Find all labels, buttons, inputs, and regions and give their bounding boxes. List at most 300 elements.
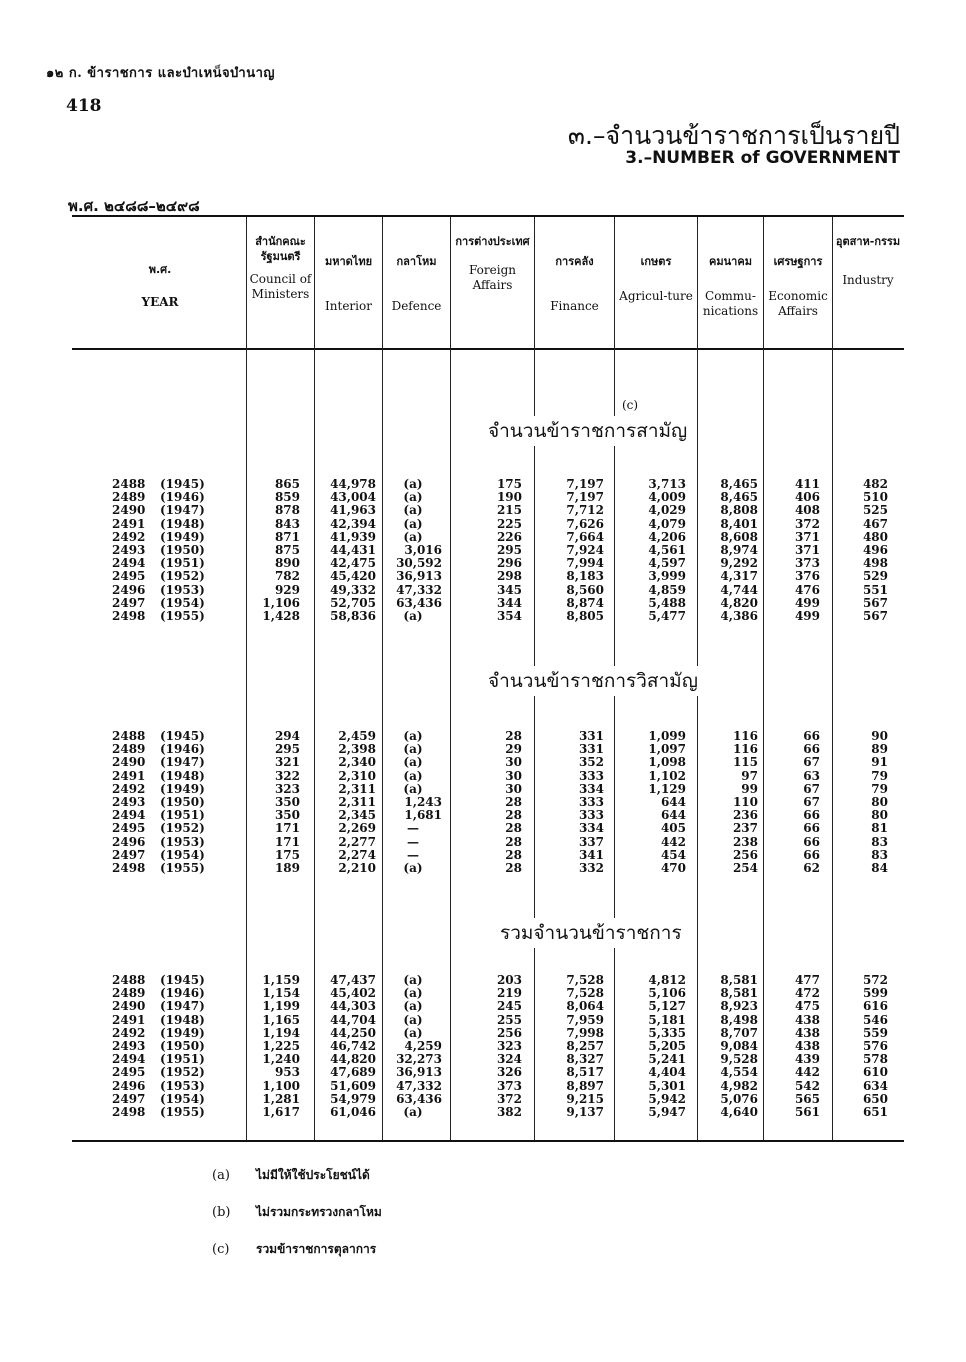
cell-value: 7,528 [566, 973, 604, 987]
cell-year-be: 2495 [112, 569, 146, 584]
cell-value: 480 [862, 529, 888, 544]
cell-value: 54,979 [330, 1091, 376, 1106]
cell-value: 44,820 [330, 1052, 376, 1067]
cell-value: 382 [496, 1105, 522, 1119]
cell-value: 7,197 [566, 490, 604, 505]
cell-value: 350 [274, 808, 300, 823]
cell-year-ad: (1950) [160, 543, 205, 557]
cell-value: 110 [732, 795, 758, 809]
cell-value: 295 [496, 543, 522, 557]
table-row [0, 1080, 966, 1093]
cell-year-ad: (1953) [160, 834, 205, 849]
cell-value: 45,402 [330, 986, 376, 1001]
cell-value: 30 [505, 781, 522, 796]
cell-value: 610 [862, 1065, 888, 1080]
cell-year-ad: (1947) [160, 755, 205, 770]
cell-value: 175 [496, 477, 522, 491]
table-row [0, 809, 966, 822]
section-title-total: รวมจำนวนข้าราชการ [496, 918, 686, 948]
cell-value: 4,597 [648, 556, 686, 571]
cell-value: 28 [505, 821, 522, 836]
cell-value: 296 [496, 556, 522, 571]
cell-value: 4,317 [720, 569, 758, 584]
cell-value: 8,465 [720, 490, 758, 505]
cell-year-ad: (1948) [160, 516, 205, 531]
cell-value: 8,974 [720, 543, 758, 557]
cell-value: 4,640 [720, 1105, 758, 1119]
cell-year-be: 2489 [112, 490, 146, 505]
cell-value: 2,459 [338, 729, 376, 743]
cell-value: 634 [862, 1078, 888, 1093]
cell-year-ad: (1948) [160, 1012, 205, 1027]
cell-value: 5,488 [648, 595, 686, 610]
cell-value: 4,009 [648, 490, 686, 505]
cell-value: 2,277 [338, 834, 376, 849]
cell-year-ad: (1945) [160, 477, 205, 491]
header-agriculture-thai: เกษตร [640, 255, 672, 268]
table-row [0, 504, 966, 517]
cell-value: 561 [794, 1105, 820, 1119]
cell-value: 322 [274, 768, 300, 783]
cell-year-be: 2488 [112, 729, 146, 743]
cell-value: 47,689 [330, 1065, 376, 1080]
cell-value: 99 [741, 781, 758, 796]
header-foreign-affairs [451, 234, 534, 293]
cell-value: 9,215 [566, 1091, 604, 1106]
cell-value: 9,084 [720, 1039, 758, 1053]
cell-value: 203 [496, 973, 522, 987]
cell-value: 28 [505, 847, 522, 862]
table-row [0, 1040, 966, 1053]
cell-value: 616 [862, 999, 888, 1014]
running-head: ๑๒ ก. ข้าราชการ และบำเหน็จบำนาญ [46, 66, 275, 81]
cell-value: 63 [803, 768, 820, 783]
cell-value: (a) [403, 755, 423, 770]
table-row [0, 836, 966, 849]
cell-value: 36,913 [396, 569, 442, 584]
cell-value: 510 [862, 490, 888, 505]
cell-value: 4,820 [720, 595, 758, 610]
cell-value: 7,924 [566, 543, 604, 557]
cell-value: 81 [871, 821, 888, 836]
cell-value: — [407, 834, 419, 849]
table-row [0, 1066, 966, 1079]
cell-value: (a) [403, 1025, 423, 1040]
cell-value: 1,100 [262, 1078, 300, 1093]
cell-value: 5,301 [648, 1078, 686, 1093]
cell-year-ad: (1954) [160, 1091, 205, 1106]
cell-value: 344 [496, 595, 522, 610]
table-row [0, 783, 966, 796]
cell-value: 644 [660, 795, 686, 809]
cell-value: 66 [803, 729, 820, 743]
cell-value: 80 [871, 795, 888, 809]
cell-year-be: 2497 [112, 847, 146, 862]
cell-value: 298 [496, 569, 522, 584]
cell-value: 8,327 [566, 1052, 604, 1067]
cell-value: 7,959 [566, 1012, 604, 1027]
cell-value: 63,436 [396, 595, 442, 610]
cell-value: 482 [862, 477, 888, 491]
cell-value: 32,273 [396, 1052, 442, 1067]
section-note: (c) [622, 398, 639, 412]
cell-value: 5,241 [648, 1052, 686, 1067]
cell-value: (a) [403, 477, 423, 491]
cell-value: 1,099 [648, 729, 686, 743]
cell-value: 43,004 [330, 490, 376, 505]
cell-value: 371 [794, 529, 820, 544]
cell-year-be: 2494 [112, 1052, 146, 1067]
cell-value: 8,923 [720, 999, 758, 1014]
cell-value: 47,332 [396, 1078, 442, 1093]
cell-value: 476 [794, 582, 820, 597]
cell-value: 525 [862, 503, 888, 518]
cell-value: 8,465 [720, 477, 758, 491]
cell-value: 189 [274, 861, 300, 875]
cell-year-ad: (1951) [160, 1052, 205, 1067]
cell-value: 2,311 [338, 795, 376, 809]
footnote-b [212, 1203, 382, 1222]
table-row [0, 597, 966, 610]
header-finance-english: Finance [550, 299, 599, 313]
cell-year-ad: (1949) [160, 529, 205, 544]
cell-value: (a) [403, 781, 423, 796]
cell-value: 1,681 [404, 808, 442, 823]
table-row [0, 557, 966, 570]
cell-value: 529 [862, 569, 888, 584]
cell-year-be: 2496 [112, 582, 146, 597]
footnote-a [212, 1166, 370, 1185]
cell-value: 44,250 [330, 1025, 376, 1040]
cell-value: 576 [862, 1039, 888, 1053]
cell-value: 5,942 [648, 1091, 686, 1106]
cell-value: 324 [496, 1052, 522, 1067]
cell-value: 372 [794, 516, 820, 531]
cell-value: 46,742 [330, 1039, 376, 1053]
cell-year-ad: (1954) [160, 595, 205, 610]
table-row [0, 1093, 966, 1106]
cell-value: 559 [862, 1025, 888, 1040]
footnote-text: ไม่รวมกระทรวงกลาโหม [256, 1205, 382, 1219]
cell-value: 3,999 [648, 569, 686, 584]
cell-value: 89 [871, 742, 888, 757]
cell-year-ad: (1952) [160, 821, 205, 836]
cell-year-be: 2490 [112, 755, 146, 770]
table-row [0, 796, 966, 809]
cell-value: 1,199 [262, 999, 300, 1014]
cell-value: 373 [794, 556, 820, 571]
cell-value: 245 [496, 999, 522, 1014]
cell-value: 8,560 [566, 582, 604, 597]
cell-value: 28 [505, 861, 522, 875]
header-industry [833, 234, 903, 288]
cell-value: 475 [794, 999, 820, 1014]
cell-value: 1,243 [404, 795, 442, 809]
header-defence-english: Defence [391, 299, 442, 313]
cell-value: 5,477 [648, 609, 686, 623]
cell-value: 4,404 [648, 1065, 686, 1080]
cell-value: 90 [871, 729, 888, 743]
cell-value: 7,197 [566, 477, 604, 491]
cell-value: (a) [403, 999, 423, 1014]
cell-value: 28 [505, 795, 522, 809]
table-title-thai: ๓.–จำนวนข้าราชการเป็นรายปี [567, 121, 900, 150]
cell-value: 334 [578, 821, 604, 836]
cell-value: 42,475 [330, 556, 376, 571]
cell-value: 1,281 [262, 1091, 300, 1106]
cell-value: 467 [862, 516, 888, 531]
cell-value: 51,609 [330, 1078, 376, 1093]
cell-value: 406 [794, 490, 820, 505]
cell-value: 331 [578, 729, 604, 743]
cell-value: 1,106 [262, 595, 300, 610]
cell-value: 4,859 [648, 582, 686, 597]
cell-value: 499 [794, 609, 820, 623]
cell-value: 5,106 [648, 986, 686, 1001]
table-row [0, 849, 966, 862]
cell-value: 4,386 [720, 609, 758, 623]
cell-value: 2,345 [338, 808, 376, 823]
cell-value: 44,303 [330, 999, 376, 1014]
cell-year-be: 2492 [112, 781, 146, 796]
cell-value: 62 [803, 861, 820, 875]
cell-value: 1,428 [262, 609, 300, 623]
cell-value: (a) [403, 986, 423, 1001]
cell-value: 255 [496, 1012, 522, 1027]
cell-value: 843 [274, 516, 300, 531]
cell-year-be: 2493 [112, 1039, 146, 1053]
cell-year-be: 2498 [112, 609, 146, 623]
section-title-special: จำนวนข้าราชการวิสามัญ [484, 666, 702, 696]
page-number: 418 [66, 96, 102, 116]
cell-value: 116 [732, 742, 758, 757]
cell-value: 7,528 [566, 986, 604, 1001]
cell-year-ad: (1954) [160, 847, 205, 862]
cell-value: 2,269 [338, 821, 376, 836]
cell-value: 3,016 [404, 543, 442, 557]
cell-value: 1,098 [648, 755, 686, 770]
cell-value: 8,707 [720, 1025, 758, 1040]
cell-value: 256 [732, 847, 758, 862]
cell-value: 337 [578, 834, 604, 849]
footnote-c [212, 1240, 376, 1259]
cell-value: 171 [274, 821, 300, 836]
cell-value: 175 [274, 847, 300, 862]
cell-year-ad: (1947) [160, 999, 205, 1014]
cell-year-ad: (1952) [160, 1065, 205, 1080]
cell-year-be: 2492 [112, 1025, 146, 1040]
cell-value: (a) [403, 609, 423, 623]
cell-value: 42,394 [330, 516, 376, 531]
cell-value: 354 [496, 609, 522, 623]
cell-year-ad: (1952) [160, 569, 205, 584]
table-top-rule [72, 215, 904, 217]
cell-year-be: 2489 [112, 742, 146, 757]
cell-value: 546 [862, 1012, 888, 1027]
cell-year-be: 2495 [112, 821, 146, 836]
header-council [247, 234, 314, 302]
cell-value: 1,154 [262, 986, 300, 1001]
cell-value: 2,340 [338, 755, 376, 770]
cell-value: 5,947 [648, 1105, 686, 1119]
cell-value: 66 [803, 834, 820, 849]
cell-value: 782 [274, 569, 300, 584]
cell-value: 171 [274, 834, 300, 849]
cell-value: 333 [578, 768, 604, 783]
table-row [0, 491, 966, 504]
cell-value: (a) [403, 1012, 423, 1027]
cell-year-ad: (1949) [160, 781, 205, 796]
cell-year-ad: (1946) [160, 742, 205, 757]
cell-value: 650 [862, 1091, 888, 1106]
cell-value: 454 [660, 847, 686, 862]
cell-year-ad: (1945) [160, 729, 205, 743]
cell-year-be: 2490 [112, 503, 146, 518]
cell-value: 333 [578, 808, 604, 823]
cell-value: 442 [660, 834, 686, 849]
header-industry-english: Industry [842, 273, 894, 287]
cell-value: 2,210 [338, 861, 376, 875]
cell-value: 1,617 [262, 1105, 300, 1119]
cell-value: 97 [741, 768, 758, 783]
cell-value: 190 [496, 490, 522, 505]
cell-value: 1,240 [262, 1052, 300, 1067]
cell-value: 2,311 [338, 781, 376, 796]
cell-value: 7,998 [566, 1025, 604, 1040]
cell-value: 8,581 [720, 986, 758, 1001]
table-row [0, 544, 966, 557]
cell-value: (a) [403, 490, 423, 505]
cell-value: 5,335 [648, 1025, 686, 1040]
header-year-english: YEAR [141, 295, 179, 309]
cell-value: 1,165 [262, 1012, 300, 1027]
cell-value: 44,704 [330, 1012, 376, 1027]
cell-value: (a) [403, 768, 423, 783]
cell-value: 567 [862, 609, 888, 623]
cell-year-ad: (1949) [160, 1025, 205, 1040]
cell-value: 9,292 [720, 556, 758, 571]
cell-value: 4,259 [404, 1039, 442, 1053]
cell-value: 411 [794, 477, 820, 491]
cell-value: (a) [403, 742, 423, 757]
cell-value: 372 [496, 1091, 522, 1106]
cell-year-be: 2488 [112, 973, 146, 987]
cell-value: 28 [505, 808, 522, 823]
cell-value: 67 [803, 795, 820, 809]
cell-value: 644 [660, 808, 686, 823]
cell-year-ad: (1955) [160, 609, 205, 623]
footnote-key: (a) [212, 1168, 230, 1183]
cell-value: 79 [871, 768, 888, 783]
cell-value: 79 [871, 781, 888, 796]
cell-year-be: 2490 [112, 999, 146, 1014]
cell-value: 219 [496, 986, 522, 1001]
cell-value: 67 [803, 755, 820, 770]
cell-value: 551 [862, 582, 888, 597]
cell-value: (a) [403, 861, 423, 875]
cell-value: 929 [274, 582, 300, 597]
cell-value: 8,183 [566, 569, 604, 584]
cell-year-be: 2494 [112, 556, 146, 571]
table-row [0, 822, 966, 835]
cell-year-ad: (1953) [160, 582, 205, 597]
cell-value: 875 [274, 543, 300, 557]
cell-value: 66 [803, 808, 820, 823]
cell-value: 29 [505, 742, 522, 757]
header-finance-thai: การคลัง [555, 255, 594, 268]
cell-value: 565 [794, 1091, 820, 1106]
cell-value: 80 [871, 808, 888, 823]
cell-value: 5,181 [648, 1012, 686, 1027]
header-bottom-rule [72, 348, 904, 350]
cell-value: 477 [794, 973, 820, 987]
cell-value: 333 [578, 795, 604, 809]
table-title-english: 3.–NUMBER of GOVERNMENT [625, 148, 900, 168]
cell-year-be: 2492 [112, 529, 146, 544]
cell-value: 66 [803, 742, 820, 757]
table-row [0, 730, 966, 743]
cell-value: 371 [794, 543, 820, 557]
cell-value: (a) [403, 973, 423, 987]
cell-value: (a) [403, 516, 423, 531]
cell-year-be: 2496 [112, 1078, 146, 1093]
cell-value: 238 [732, 834, 758, 849]
cell-value: 47,332 [396, 582, 442, 597]
cell-value: 1,097 [648, 742, 686, 757]
cell-value: 4,744 [720, 582, 758, 597]
cell-value: 865 [274, 477, 300, 491]
cell-value: 871 [274, 529, 300, 544]
cell-year-be: 2497 [112, 595, 146, 610]
header-foreign-affairs-thai: การต่างประเทศ [455, 235, 530, 248]
table-row [0, 987, 966, 1000]
cell-value: 36,913 [396, 1065, 442, 1080]
cell-value: 91 [871, 755, 888, 770]
cell-value: 2,398 [338, 742, 376, 757]
cell-value: 542 [794, 1078, 820, 1093]
cell-value: 28 [505, 729, 522, 743]
cell-value: 323 [496, 1039, 522, 1053]
cell-year-be: 2498 [112, 1105, 146, 1119]
cell-year-ad: (1950) [160, 1039, 205, 1053]
period-label: พ.ศ. ๒๔๘๘–๒๔๙๘ [68, 197, 200, 215]
cell-value: 4,206 [648, 529, 686, 544]
table-row [0, 974, 966, 987]
cell-value: 1,159 [262, 973, 300, 987]
cell-value: 47,437 [330, 973, 376, 987]
cell-value: 8,401 [720, 516, 758, 531]
cell-value: 326 [496, 1065, 522, 1080]
cell-value: 8,517 [566, 1065, 604, 1080]
cell-value: 44,431 [330, 543, 376, 557]
cell-value: 5,076 [720, 1091, 758, 1106]
cell-value: 651 [862, 1105, 888, 1119]
cell-value: 599 [862, 986, 888, 1001]
cell-year-ad: (1951) [160, 556, 205, 571]
cell-value: 472 [794, 986, 820, 1001]
cell-value: 408 [794, 503, 820, 518]
cell-value: 323 [274, 781, 300, 796]
cell-year-be: 2491 [112, 768, 146, 783]
cell-year-be: 2495 [112, 1065, 146, 1080]
section-title-ordinary: จำนวนข้าราชการสามัญ [484, 416, 691, 446]
cell-value: 7,712 [566, 503, 604, 518]
table-row [0, 570, 966, 583]
table-row [0, 862, 966, 875]
cell-value: 2,274 [338, 847, 376, 862]
cell-value: 578 [862, 1052, 888, 1067]
cell-value: 439 [794, 1052, 820, 1067]
